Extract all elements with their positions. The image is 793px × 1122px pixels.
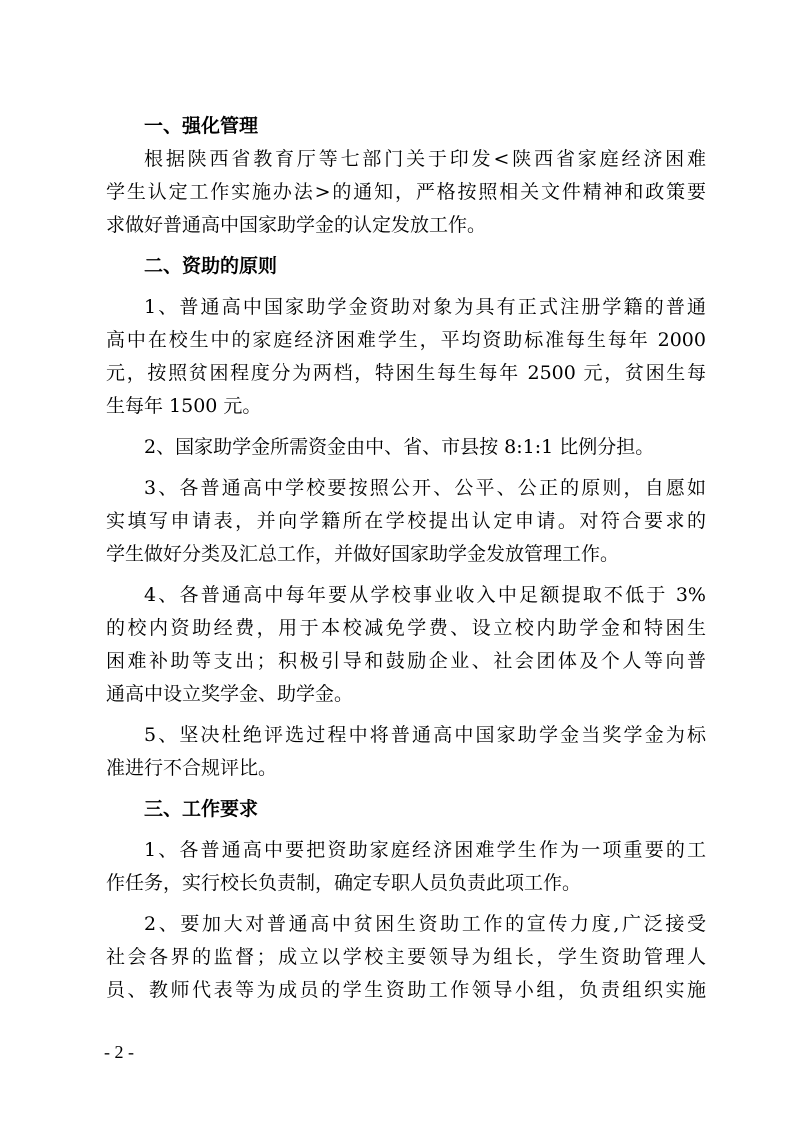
paragraph-line: 1、各普通高中要把资助家庭经济困难学生作为一项重要的工 — [144, 839, 706, 861]
section-heading-1: 一、强化管理 — [144, 115, 259, 137]
section-heading-2: 二、资助的原则 — [144, 255, 278, 277]
paragraph-line: 作任务，实行校长负责制，确定专职人员负责此项工作。 — [106, 872, 582, 894]
paragraph-line: 元，按照贫困程度分为两档，特困生每生每年 2500 元，贫困生每 — [106, 362, 706, 384]
paragraph-line: 通高中设立奖学金、助学金。 — [106, 683, 354, 705]
paragraph-line: 根据陕西省教育厅等七部门关于印发<陕西省家庭经济困难 — [144, 148, 706, 170]
paragraph-line: 生每年 1500 元。 — [106, 395, 262, 417]
paragraph-line: 的校内资助经费，用于本校减免学费、设立校内助学金和特困生 — [106, 617, 706, 639]
paragraph-line: 学生认定工作实施办法>的通知，严格按照相关文件精神和政策要 — [106, 181, 706, 203]
paragraph-line: 2、国家助学金所需资金由中、省、市县按 8:1:1 比例分担。 — [144, 436, 655, 458]
paragraph-line: 困难补助等支出；积极引导和鼓励企业、社会团体及个人等向普 — [106, 650, 706, 672]
document-body — [106, 110, 706, 1007]
paragraph-line: 求做好普通高中国家助学金的认定发放工作。 — [106, 214, 487, 236]
paragraph-line: 2、要加大对普通高中贫困生资助工作的宣传力度,广泛接受 — [144, 913, 706, 935]
section-heading-3: 三、工作要求 — [144, 798, 259, 820]
paragraph-line: 5、坚决杜绝评选过程中将普通高中国家助学金当奖学金为标 — [144, 724, 706, 746]
paragraph-line: 1、普通高中国家助学金资助对象为具有正式注册学籍的普通 — [144, 296, 706, 318]
paragraph-line: 社会各界的监督；成立以学校主要领导为组长，学生资助管理人 — [106, 946, 706, 968]
paragraph-line: 实填写申请表，并向学籍所在学校提出认定申请。对符合要求的 — [106, 510, 706, 532]
paragraph-line: 员、教师代表等为成员的学生资助工作领导小组，负责组织实施 — [106, 979, 706, 1001]
paragraph-line: 3、各普通高中学校要按照公开、公平、公正的原则，自愿如 — [144, 477, 706, 499]
paragraph-line: 4、各普通高中每年要从学校事业收入中足额提取不低于 3% — [144, 584, 706, 606]
page-number: - 2 - — [104, 1042, 134, 1062]
paragraph-line: 学生做好分类及汇总工作，并做好国家助学金发放管理工作。 — [106, 543, 620, 565]
paragraph-line: 高中在校生中的家庭经济困难学生，平均资助标准每生每年 2000 — [106, 329, 706, 351]
paragraph-line: 准进行不合规评比。 — [106, 757, 278, 779]
